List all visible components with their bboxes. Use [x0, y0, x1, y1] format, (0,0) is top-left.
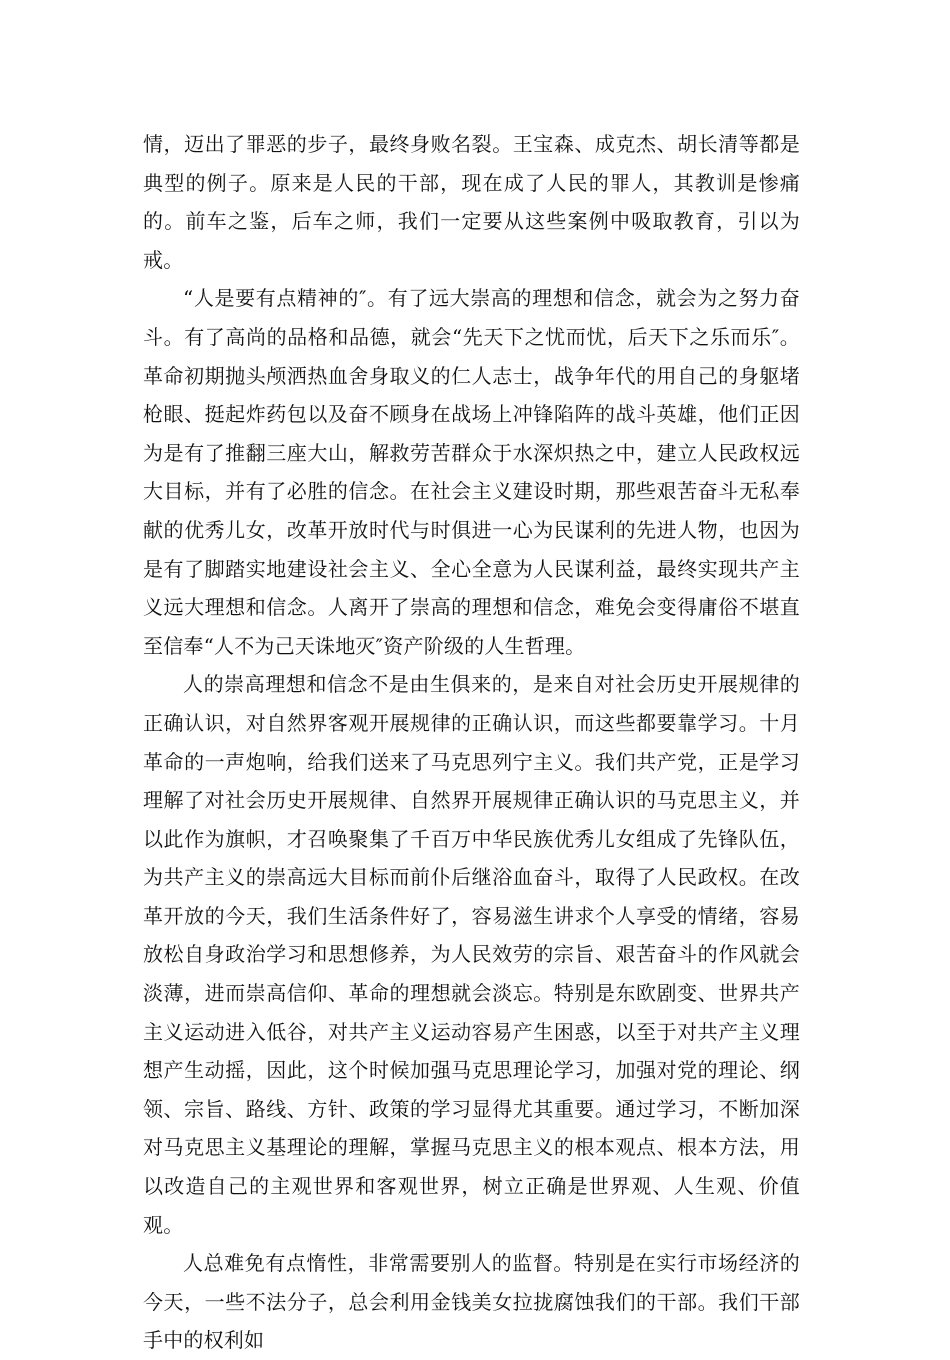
paragraph-3: 人的崇高理想和信念不是由生俱来的，是来自对社会历史开展规律的正确认识，对自然界客观开展规律的正确认识，而这些都要靠学习。十月革命的一声炮响，给我们送来了马克思列宁主义。我们共产党，正是学习理解了对社会历史开展规律、自然界开展规律正确认识的马克思主义，并以此作为旗帜，才召唤聚集了千百万中华民族优秀儿女组成了先锋队伍，为共产主义的崇高远大目标而前仆后继浴血奋斗，取得了人民政权。在改革开放的今天，我们生活条件好了，容易滋生讲求个人享受的情绪，容易放松自身政治学习和思想修养，为人民效劳的宗旨、艰苦奋斗的作风就会淡薄，进而崇高信仰、革命的理想就会淡忘。特别是东欧剧变、世界共产主义运动进入低谷，对共产主义运动容易产生困惑，以至于对共产主义理想产生动摇，因此，这个时候加强马克思理论学习，加强对党的理论、纲领、宗旨、路线、方针、政策的学习显得尤其重要。通过学习，不断加深对马克思主义基理论的理解，掌握马克思主义的根本观点、根本方法，用以改造自己的主观世界和客观世界，树立正确是世界观、人生观、价值观。	[143, 672, 800, 1237]
document-body	[143, 125, 800, 1360]
paragraph-1: 情，迈出了罪恶的步子，最终身败名裂。王宝森、成克杰、胡长清等都是典型的例子。原来是人民的干部，现在成了人民的罪人，其教训是惨痛的。前车之鉴，后车之师，我们一定要从这些案例中吸取教育，引以为戒。	[143, 132, 800, 272]
paragraph-4: 人总难免有点惰性，非常需要别人的监督。特别是在实行市场经济的今天，一些不法分子，总会利用金钱美女拉拢腐蚀我们的干部。我们干部手中的权利如	[143, 1251, 800, 1353]
paragraph-2: “人是要有点精神的″。有了远大崇高的理想和信念，就会为之努力奋斗。有了高尚的品格和品德，就会“先天下之忧而忧，后天下之乐而乐″。革命初期抛头颅洒热血舍身取义的仁人志士，战争年代的用自己的身躯堵枪眼、挺起炸药包以及奋不顾身在战场上冲锋陷阵的战斗英雄，他们正因为是有了推翻三座大山，解救劳苦群众于水深炽热之中，建立人民政权远大目标，并有了必胜的信念。在社会主义建设时期，那些艰苦奋斗无私奉献的优秀儿女，改革开放时代与时俱进一心为民谋利的先进人物，也因为是有了脚踏实地建设社会主义、全心全意为人民谋利益，最终实现共产主义远大理想和信念。人离开了崇高的理想和信念，难免会变得庸俗不堪直至信奉“人不为己天诛地灭″资产阶级的人生哲理。	[143, 286, 800, 658]
